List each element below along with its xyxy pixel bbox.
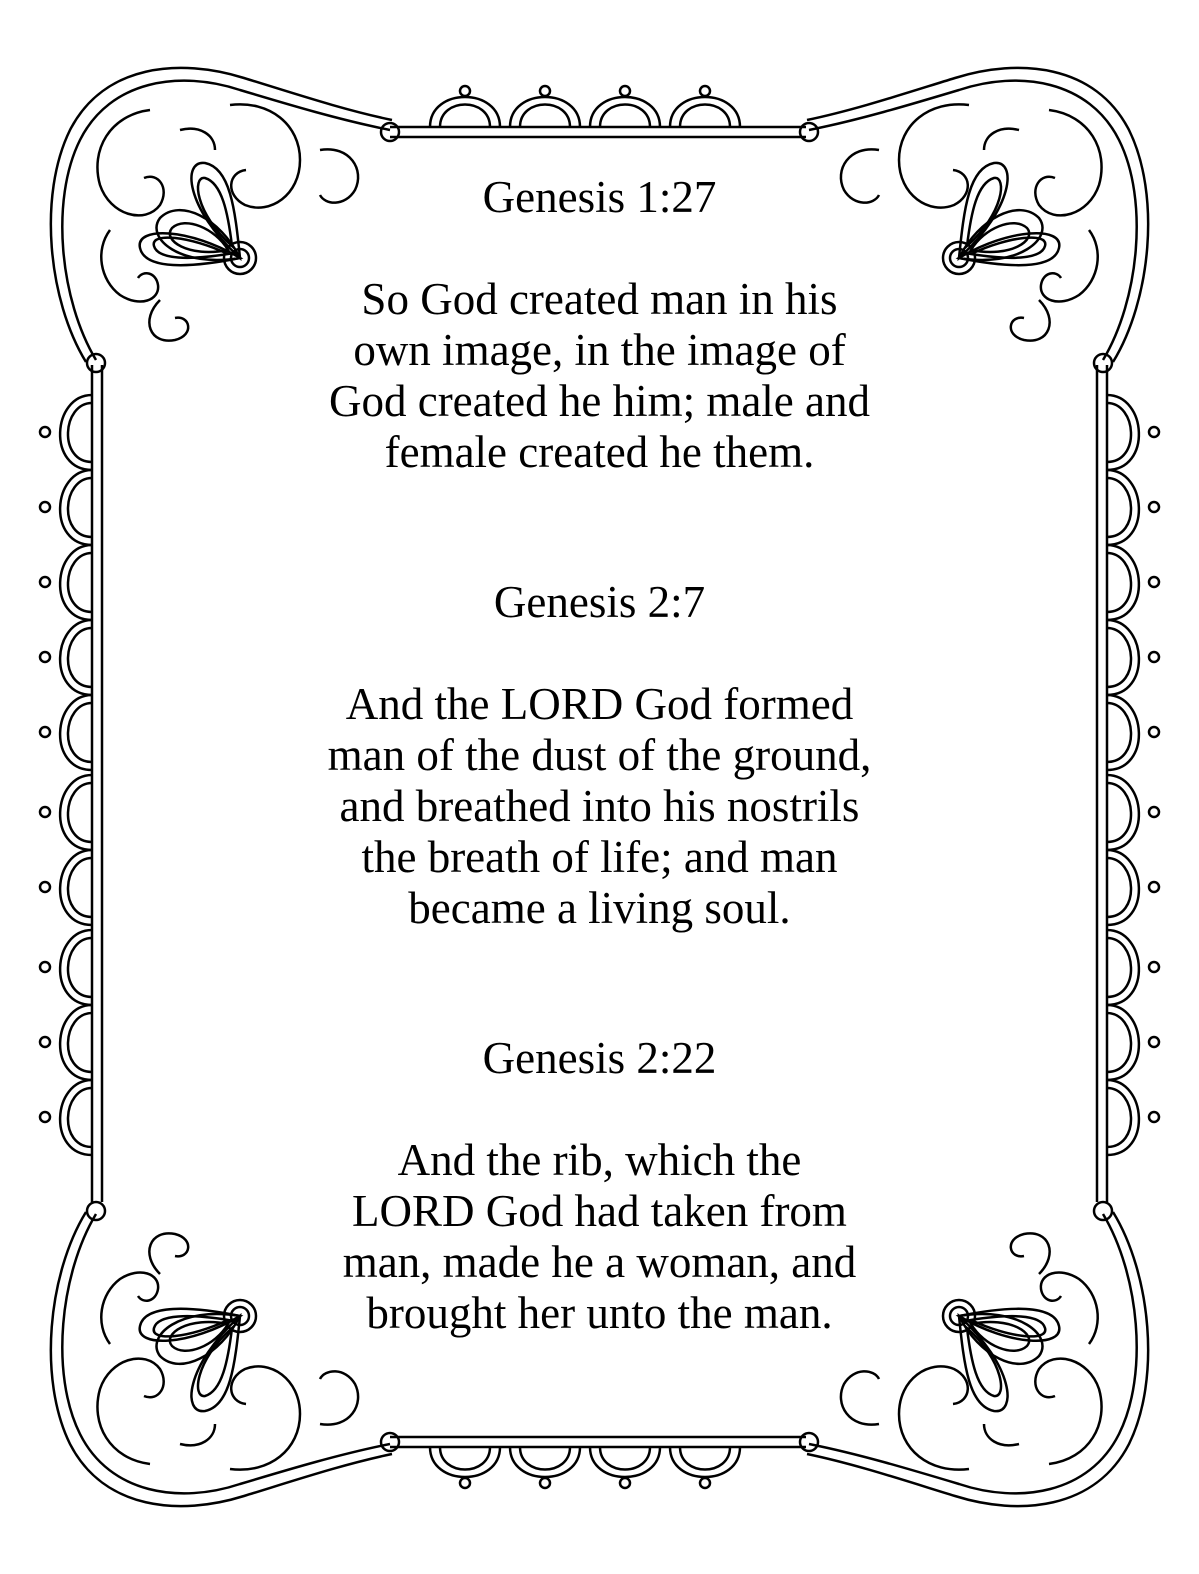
- verse-text: And the rib, which the LORD God had taken from man, made he a woman, and brought her unto the man.: [342, 1135, 857, 1338]
- verse-text: And the LORD God formed man of the dust of the ground, and breathed into his nostrils the breath of life; and man became a living soul.: [327, 679, 872, 933]
- verse-reference: Genesis 2:22: [482, 1033, 717, 1083]
- verse-text: So God created man in his own image, in the image of God created he him; male and female created he them.: [328, 274, 871, 477]
- verse-reference: Genesis 2:7: [493, 577, 706, 627]
- verse-reference: Genesis 1:27: [482, 172, 717, 222]
- scripture-content: [120, 0, 1079, 1574]
